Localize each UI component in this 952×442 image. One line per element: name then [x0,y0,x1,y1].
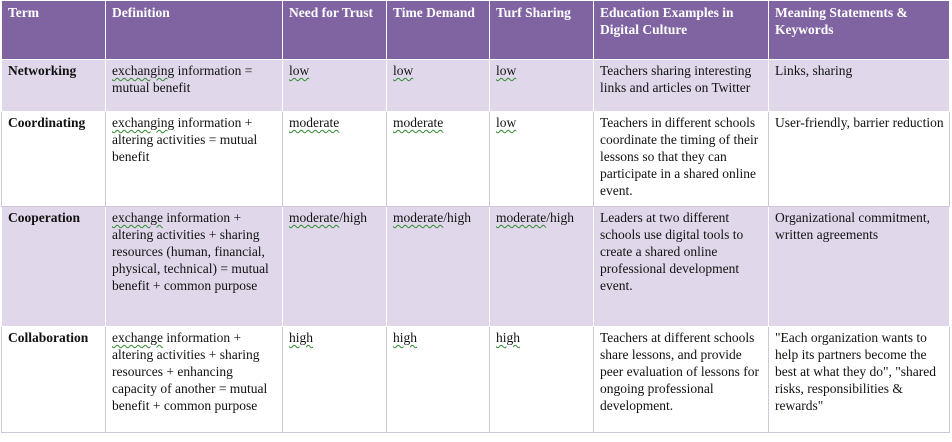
term-cell: Collaboration [2,327,106,433]
table-row-coordinating [2,112,950,207]
turf-value-suffix: /high [546,210,574,225]
turf-cell [490,112,594,207]
time-cell [387,207,490,327]
time-value: moderate [393,210,444,225]
example-cell: Teachers sharing interesting links and articles on Twitter [594,60,769,112]
header-need-for-trust: Need for Trust [283,1,387,60]
definition-cell [106,112,283,207]
trust-value: moderate [289,210,340,225]
trust-cell [283,112,387,207]
definition-text: information + altering activities + sharing resources (human, financial, physical, technical) = mutual benefit + common purpose [112,210,269,293]
spellcheck-word: exchanging [112,63,175,78]
definition-text: information = mutual benefit [112,63,253,95]
turf-value: high [496,330,521,345]
turf-cell [490,60,594,112]
header-definition: Definition [106,1,283,60]
trust-value: low [289,63,310,78]
turf-value: low [496,63,517,78]
meaning-cell: Links, sharing [769,60,950,112]
term-cell: Coordinating [2,112,106,207]
trust-cell [283,327,387,433]
table-row-networking [2,60,950,112]
spellcheck-word: exchange [112,330,163,345]
trust-value-suffix: /high [339,210,367,225]
definition-cell [106,327,283,433]
term-cell: Networking [2,60,106,112]
term-cell: Cooperation [2,207,106,327]
time-value: low [393,63,414,78]
definition-text: information + altering activities = mutual benefit [112,115,258,164]
header-education-examples: Education Examples in Digital Culture [594,1,769,60]
definition-text: information + altering activities + sharing resources + enhancing capacity of another = mutual benefit + common purpose [112,330,268,413]
trust-cell [283,207,387,327]
time-value-suffix: /high [443,210,471,225]
turf-value: moderate [496,210,547,225]
example-cell: Leaders at two different schools use digital tools to create a shared online professional development event. [594,207,769,327]
example-cell: Teachers in different schools coordinate the timing of their lessons so that they can participate in a shared online event. [594,112,769,207]
turf-cell [490,207,594,327]
header-term: Term [2,1,106,60]
trust-value: high [289,330,314,345]
meaning-cell: "Each organization wants to help its partners become the best at what they do", "shared risks, responsibilities & rewards" [769,327,950,433]
time-value: high [393,330,418,345]
spellcheck-word: exchanging [112,115,175,130]
table-row-collaboration [2,327,950,433]
collaboration-continuum-table [1,0,950,433]
trust-cell [283,60,387,112]
time-cell [387,60,490,112]
definition-cell [106,60,283,112]
definition-cell [106,207,283,327]
trust-value: moderate [289,115,340,130]
meaning-cell: Organizational commitment, written agreements [769,207,950,327]
header-time-demand: Time Demand [387,1,490,60]
header-turf-sharing: Turf Sharing [490,1,594,60]
time-value: moderate [393,115,444,130]
meaning-cell: User-friendly, barrier reduction [769,112,950,207]
turf-value: low [496,115,517,130]
header-meaning-statements: Meaning Statements & Keywords [769,1,950,60]
header-row [2,1,950,60]
example-cell: Teachers at different schools share lessons, and provide peer evaluation of lessons for ongoing professional development. [594,327,769,433]
spellcheck-word: exchange [112,210,163,225]
time-cell [387,112,490,207]
time-cell [387,327,490,433]
table-row-cooperation [2,207,950,327]
turf-cell [490,327,594,433]
